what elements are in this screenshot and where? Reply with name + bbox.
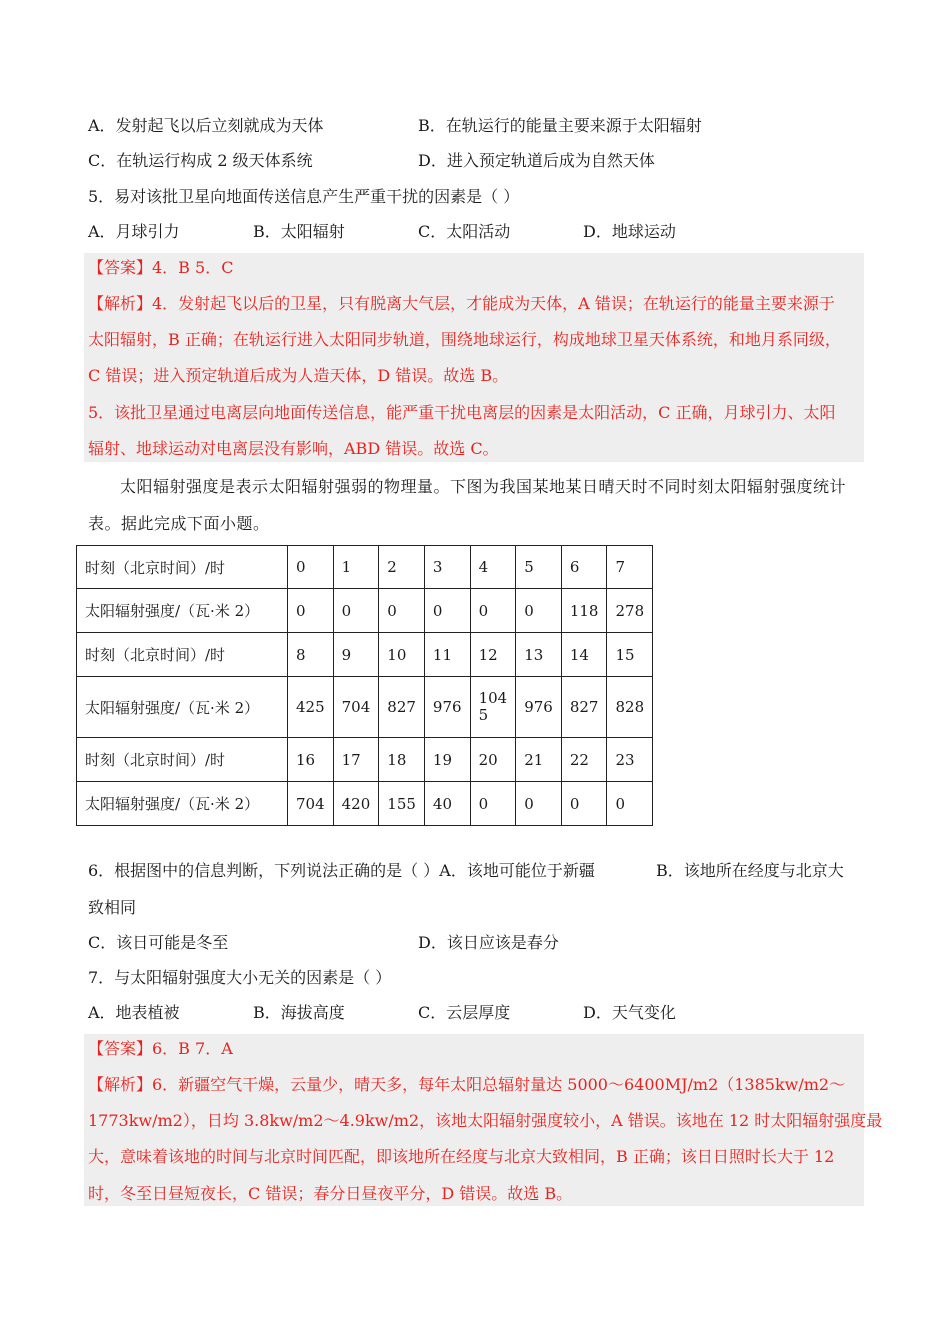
table-row xyxy=(77,738,653,782)
q7-option-a: A．地表植被 xyxy=(88,1003,180,1022)
table-cell: 704 xyxy=(333,677,379,738)
explanation-line: 太阳辐射，B 正确；在轨运行进入太阳同步轨道，围绕地球运行，构成地球卫星天体系统，和地月系同级， xyxy=(88,330,841,349)
table-cell: 19 xyxy=(424,738,470,782)
q5-option-c: C．太阳活动 xyxy=(418,222,511,241)
q7-option-d: D．天气变化 xyxy=(583,1003,676,1022)
table-cell: 278 xyxy=(607,589,653,633)
q4-option-d: D．进入预定轨道后成为自然天体 xyxy=(418,151,655,170)
time-header-cell: 时刻（北京时间）/时 xyxy=(77,546,288,589)
q4-option-a: A．发射起飞以后立刻就成为天体 xyxy=(88,116,324,135)
table-cell: 20 xyxy=(470,738,516,782)
table-row xyxy=(77,677,653,738)
table-cell: 0 xyxy=(288,546,334,589)
table-cell: 0 xyxy=(516,589,562,633)
q5-option-b: B．太阳辐射 xyxy=(253,222,345,241)
table-cell: 4 xyxy=(470,546,516,589)
table-cell: 40 xyxy=(424,782,470,826)
table-cell-wrapped xyxy=(470,677,516,738)
table-cell: 976 xyxy=(516,677,562,738)
table-cell: 5 xyxy=(516,546,562,589)
intro-line-1: 太阳辐射强度是表示太阳辐射强弱的物理量。下图为我国某地某日晴天时不同时刻太阳辐射强度统计 xyxy=(120,477,847,496)
table-cell: 13 xyxy=(516,633,562,677)
table-cell-part: 5 xyxy=(478,706,489,724)
table-cell: 12 xyxy=(470,633,516,677)
q5-stem: 5．易对该批卫星向地面传送信息产生严重干扰的因素是（ ） xyxy=(88,187,520,206)
table-cell: 155 xyxy=(379,782,425,826)
explanation-line: 辐射、地球运动对电离层没有影响，ABD 错误。故选 C。 xyxy=(88,439,499,458)
table-row xyxy=(77,546,653,589)
q5-option-d: D．地球运动 xyxy=(583,222,676,241)
q5-option-a: A．月球引力 xyxy=(88,222,180,241)
explanation-line: 【解析】6．新疆空气干燥，云量少，晴天多，每年太阳总辐射量达 5000～6400MJ/m2（1385kw/m2～ xyxy=(88,1075,846,1094)
q7-option-c: C．云层厚度 xyxy=(418,1003,511,1022)
table-cell: 1 xyxy=(333,546,379,589)
table-row xyxy=(77,633,653,677)
q6-option-b-continued: 致相同 xyxy=(88,898,137,917)
table-cell: 828 xyxy=(607,677,653,738)
table-cell: 14 xyxy=(561,633,607,677)
table-cell: 0 xyxy=(607,782,653,826)
intro-line-2: 表。据此完成下面小题。 xyxy=(88,514,270,533)
table-cell: 2 xyxy=(379,546,425,589)
table-cell: 21 xyxy=(516,738,562,782)
table-row xyxy=(77,782,653,826)
table-cell: 3 xyxy=(424,546,470,589)
intensity-header-cell: 太阳辐射强度/（瓦·米 2） xyxy=(77,782,288,826)
q6-option-d: D．该日应该是春分 xyxy=(418,933,559,952)
table-cell: 704 xyxy=(288,782,334,826)
explanation-line: 1773kw/m2），日均 3.8kw/m2～4.9kw/m2，该地太阳辐射强度较小，A 错误。该地在 12 时太阳辐射强度最 xyxy=(88,1111,883,1130)
table-cell: 0 xyxy=(470,589,516,633)
table-cell: 425 xyxy=(288,677,334,738)
table-cell: 0 xyxy=(516,782,562,826)
intensity-header-cell: 太阳辐射强度/（瓦·米 2） xyxy=(77,589,288,633)
table-cell: 0 xyxy=(288,589,334,633)
table-cell: 23 xyxy=(607,738,653,782)
explanation-line: 大，意味着该地的时间与北京时间匹配，即该地所在经度与北京大致相同，B 正确；该日日照时长大于 12 xyxy=(88,1147,835,1166)
table-cell: 6 xyxy=(561,546,607,589)
radiation-table xyxy=(76,545,653,826)
explanation-line: 【解析】4．发射起飞以后的卫星，只有脱离大气层，才能成为天体，A 错误；在轨运行的能量主要来源于 xyxy=(88,294,835,313)
table-cell: 827 xyxy=(379,677,425,738)
table-cell: 118 xyxy=(561,589,607,633)
table-cell: 10 xyxy=(379,633,425,677)
table-cell: 827 xyxy=(561,677,607,738)
table-cell: 0 xyxy=(333,589,379,633)
table-cell: 420 xyxy=(333,782,379,826)
table-cell: 11 xyxy=(424,633,470,677)
answer-line: 【答案】6．B 7．A xyxy=(88,1039,233,1058)
q6-stem: 6．根据图中的信息判断，下列说法正确的是（ ）A．该地可能位于新疆 xyxy=(88,861,595,880)
table-cell: 0 xyxy=(470,782,516,826)
table-cell: 9 xyxy=(333,633,379,677)
explanation-line: 5．该批卫星通过电离层向地面传送信息，能严重干扰电离层的因素是太阳活动，C 正确，月球引力、太阳 xyxy=(88,403,836,422)
table-cell: 16 xyxy=(288,738,334,782)
table-cell: 17 xyxy=(333,738,379,782)
time-header-cell: 时刻（北京时间）/时 xyxy=(77,738,288,782)
q4-option-b: B．在轨运行的能量主要来源于太阳辐射 xyxy=(418,116,702,135)
table-cell: 976 xyxy=(424,677,470,738)
q6-option-b: B．该地所在经度与北京大 xyxy=(656,861,844,880)
table-cell-part: 104 xyxy=(478,689,508,707)
table-cell: 8 xyxy=(288,633,334,677)
explanation-line: C 错误；进入预定轨道后成为人造天体，D 错误。故选 B。 xyxy=(88,366,509,385)
q7-stem: 7．与太阳辐射强度大小无关的因素是（ ） xyxy=(88,968,392,987)
answer-line: 【答案】4．B 5．C xyxy=(88,258,234,277)
table-row xyxy=(77,589,653,633)
table-cell: 0 xyxy=(561,782,607,826)
q7-option-b: B．海拔高度 xyxy=(253,1003,345,1022)
table-cell: 7 xyxy=(607,546,653,589)
time-header-cell: 时刻（北京时间）/时 xyxy=(77,633,288,677)
table-cell: 18 xyxy=(379,738,425,782)
intensity-header-cell: 太阳辐射强度/（瓦·米 2） xyxy=(77,677,288,738)
table-cell: 0 xyxy=(379,589,425,633)
explanation-line: 时，冬至日昼短夜长，C 错误；春分日昼夜平分，D 错误。故选 B。 xyxy=(88,1184,573,1203)
table-cell: 0 xyxy=(424,589,470,633)
answer-block-1 xyxy=(84,253,864,462)
table-cell: 15 xyxy=(607,633,653,677)
answer-block-2 xyxy=(84,1034,883,1206)
table-cell: 22 xyxy=(561,738,607,782)
q4-option-c: C．在轨运行构成 2 级天体系统 xyxy=(88,151,313,170)
q6-option-c: C．该日可能是冬至 xyxy=(88,933,229,952)
